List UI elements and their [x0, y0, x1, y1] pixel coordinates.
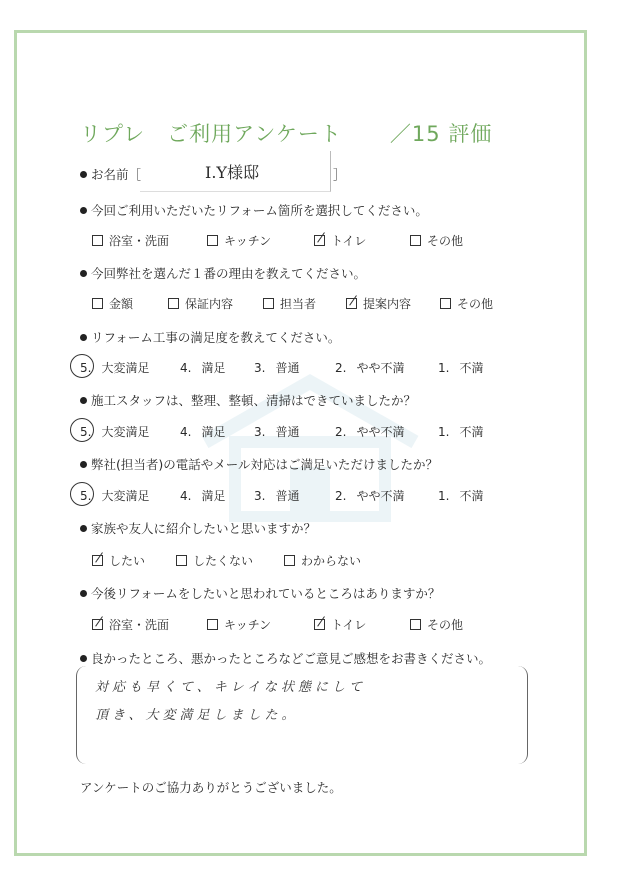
- scale-label: やや不満: [356, 361, 405, 375]
- bullet-icon: [80, 207, 87, 214]
- q7-option[interactable]: [92, 616, 169, 633]
- name-close-bracket: ］: [333, 167, 346, 182]
- scale-number: 2.: [335, 361, 347, 375]
- scale-option[interactable]: [335, 359, 404, 376]
- scale-label: 不満: [459, 489, 484, 503]
- question-1: [80, 201, 428, 219]
- bullet-icon: [80, 655, 87, 662]
- scale-label: やや不満: [356, 425, 405, 439]
- option-label: キッチン: [224, 618, 272, 632]
- question-5: [80, 455, 438, 473]
- scale-number: 4.: [180, 425, 192, 439]
- option-label: トイレ: [331, 618, 367, 632]
- selected-circle-mark: [70, 482, 94, 506]
- question-6-text: 家族や友人に紹介したいと思いますか？: [91, 521, 317, 536]
- checkbox-icon[interactable]: [92, 298, 103, 309]
- scale-option[interactable]: [438, 359, 483, 376]
- option-label: わからない: [301, 554, 362, 568]
- checkbox-icon[interactable]: [168, 298, 179, 309]
- question-5-text: 弊社(担当者)の電話やメール対応はご満足いただけましたか？: [91, 457, 439, 472]
- scale-option[interactable]: [335, 423, 404, 440]
- scale-option[interactable]: [254, 487, 299, 504]
- scale-label: 普通: [275, 489, 300, 503]
- q2-option[interactable]: [92, 295, 133, 312]
- bullet-icon: [80, 397, 87, 404]
- q6-option[interactable]: [284, 552, 361, 569]
- option-label: その他: [427, 234, 464, 248]
- question-7: [80, 584, 440, 602]
- scale-option[interactable]: [180, 423, 225, 440]
- checkbox-icon[interactable]: [263, 298, 274, 309]
- scale-option[interactable]: [254, 359, 299, 376]
- checkbox-icon[interactable]: [440, 298, 451, 309]
- q2-option[interactable]: [346, 295, 411, 312]
- scale-option[interactable]: [80, 423, 149, 440]
- name-label: お名前［: [91, 167, 142, 182]
- question-6: [80, 519, 316, 537]
- q6-option[interactable]: [92, 552, 145, 569]
- scale-label: 大変満足: [101, 425, 150, 439]
- handwritten-comment: [95, 674, 366, 730]
- question-2: [80, 264, 366, 282]
- q7-option[interactable]: [314, 616, 366, 633]
- bullet-icon: [80, 334, 87, 341]
- q2-option[interactable]: [440, 295, 493, 312]
- checkbox-icon[interactable]: [314, 619, 325, 630]
- option-label: 金額: [109, 297, 134, 311]
- checkbox-icon[interactable]: [284, 555, 295, 566]
- checkbox-icon[interactable]: [410, 235, 421, 246]
- checkbox-icon[interactable]: [92, 555, 103, 566]
- scale-number: 3.: [254, 425, 266, 439]
- scale-option[interactable]: [80, 487, 149, 504]
- scale-label: 満足: [201, 425, 226, 439]
- comment-line-1: 対応も早くて、キレイな状態にして: [95, 680, 366, 695]
- scale-number: 2.: [335, 489, 347, 503]
- survey-title: ご利用アンケート: [167, 122, 342, 146]
- scale-number: 1.: [438, 425, 450, 439]
- q1-option[interactable]: [314, 232, 366, 249]
- option-label: トイレ: [331, 234, 367, 248]
- selected-circle-mark: [70, 354, 94, 378]
- checkbox-icon[interactable]: [346, 298, 357, 309]
- scale-option[interactable]: [254, 423, 299, 440]
- scale-label: 不満: [459, 425, 484, 439]
- bullet-icon: [80, 270, 87, 277]
- option-label: 担当者: [280, 297, 317, 311]
- scale-label: 不満: [459, 361, 484, 375]
- q6-option[interactable]: [176, 552, 253, 569]
- scale-number: 4.: [180, 489, 192, 503]
- scale-number: 5.: [80, 489, 92, 503]
- checkbox-icon[interactable]: [92, 235, 103, 246]
- scale-number: 1.: [438, 361, 450, 375]
- checkbox-icon[interactable]: [207, 235, 218, 246]
- scale-option[interactable]: [180, 359, 225, 376]
- scale-label: 満足: [201, 489, 226, 503]
- option-label: キッチン: [224, 234, 272, 248]
- scale-option[interactable]: [80, 359, 149, 376]
- question-4: [80, 391, 416, 409]
- scale-number: 1.: [438, 489, 450, 503]
- scale-number: 2.: [335, 425, 347, 439]
- scale-label: やや不満: [356, 489, 405, 503]
- checkbox-icon[interactable]: [410, 619, 421, 630]
- bullet-icon: [80, 171, 87, 178]
- option-label: 浴室・洗面: [109, 618, 170, 632]
- q1-option[interactable]: [92, 232, 169, 249]
- option-label: したくない: [193, 554, 254, 568]
- q1-option[interactable]: [410, 232, 463, 249]
- q1-option[interactable]: [207, 232, 271, 249]
- scale-option[interactable]: [438, 487, 483, 504]
- scale-label: 大変満足: [101, 489, 150, 503]
- scale-option[interactable]: [335, 487, 404, 504]
- checkbox-icon[interactable]: [176, 555, 187, 566]
- checkbox-icon[interactable]: [207, 619, 218, 630]
- scale-number: 3.: [254, 489, 266, 503]
- checkbox-icon[interactable]: [314, 235, 325, 246]
- option-label: 浴室・洗面: [109, 234, 170, 248]
- comment-line-2: 頂き、大変満足しました。: [95, 708, 299, 723]
- question-8: [80, 649, 491, 667]
- option-label: その他: [427, 618, 464, 632]
- question-2-text: 今回弊社を選んだ１番の理由を教えてください。: [91, 266, 367, 281]
- scale-label: 普通: [275, 361, 300, 375]
- option-label: 提案内容: [363, 297, 412, 311]
- score-label: ／15 評価: [389, 122, 493, 146]
- scale-option[interactable]: [438, 423, 483, 440]
- selected-circle-mark: [70, 418, 94, 442]
- scale-number: 3.: [254, 361, 266, 375]
- question-3: [80, 328, 340, 346]
- bullet-icon: [80, 590, 87, 597]
- bullet-icon: [80, 525, 87, 532]
- scale-label: 普通: [275, 425, 300, 439]
- brand-name: リプレ: [80, 122, 146, 146]
- scale-option[interactable]: [180, 487, 225, 504]
- option-label: 保証内容: [185, 297, 234, 311]
- scale-label: 大変満足: [101, 361, 150, 375]
- scale-label: 満足: [201, 361, 226, 375]
- bullet-icon: [80, 461, 87, 468]
- option-label: したい: [109, 554, 146, 568]
- question-3-text: リフォーム工事の満足度を教えてください。: [91, 330, 341, 345]
- scale-number: 5.: [80, 361, 92, 375]
- page-title: [80, 118, 492, 148]
- question-1-text: 今回ご利用いただいたリフォーム箇所を選択してください。: [91, 203, 428, 218]
- name-value: I.Y様邸: [205, 163, 259, 182]
- checkbox-icon[interactable]: [92, 619, 103, 630]
- question-4-text: 施工スタッフは、整理、整頓、清掃はできていましたか？: [91, 393, 417, 408]
- q2-option[interactable]: [168, 295, 233, 312]
- thanks-message: アンケートのご協力ありがとうございました。: [80, 780, 342, 795]
- q7-option[interactable]: [410, 616, 463, 633]
- option-label: その他: [457, 297, 494, 311]
- question-8-text: 良かったところ、悪かったところなどご意見ご感想をお書きください。: [91, 651, 492, 666]
- q2-option[interactable]: [263, 295, 316, 312]
- scale-number: 4.: [180, 361, 192, 375]
- q7-option[interactable]: [207, 616, 271, 633]
- question-7-text: 今後リフォームをしたいと思われているところはありますか？: [91, 586, 441, 601]
- scale-number: 5.: [80, 425, 92, 439]
